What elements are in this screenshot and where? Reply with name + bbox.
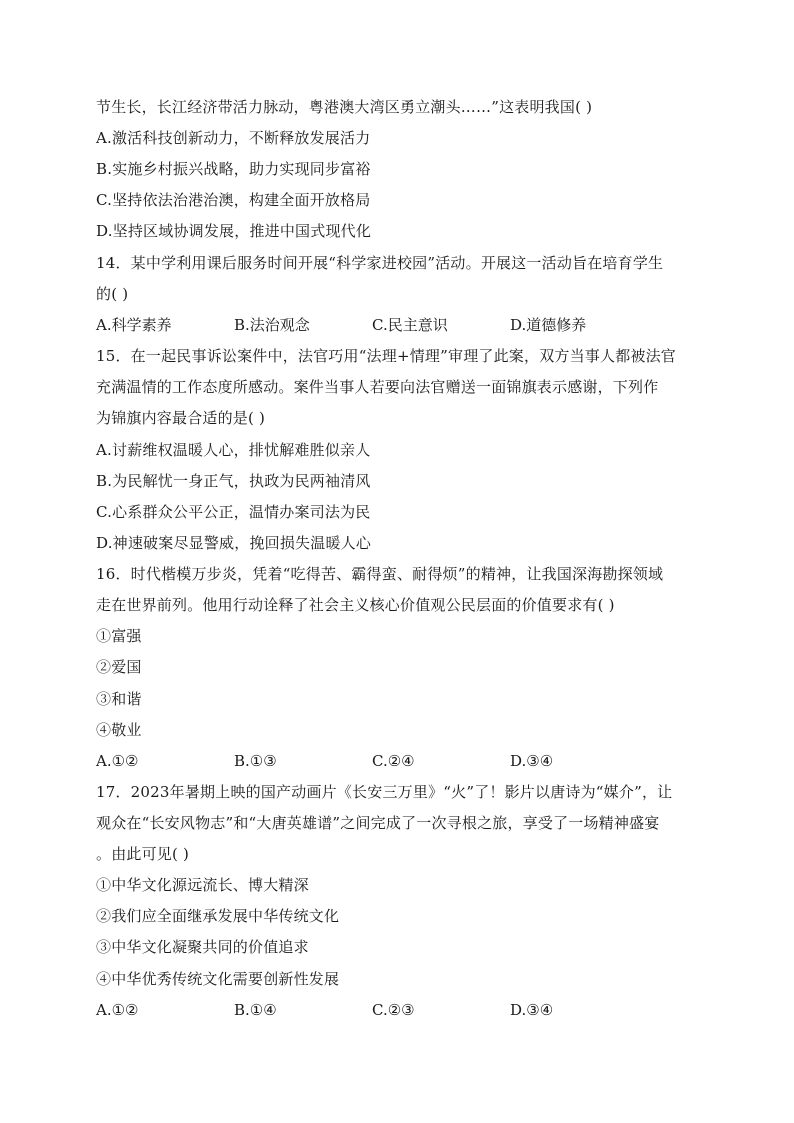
q13-option-a: A.激活科技创新动力，不断释放发展活力 (96, 129, 371, 147)
q17-option-c: C.②③ (372, 1001, 415, 1019)
q14-stem-line-2: 的( ) (96, 285, 129, 303)
q14-option-a: A.科学素养 (96, 316, 172, 334)
q15-stem-line-3: 为锦旗内容最合适的是( ) (96, 409, 266, 427)
q14-option-b: B.法治观念 (234, 316, 310, 334)
q17-item-3: ③中华文化凝聚共同的价值追求 (96, 938, 309, 956)
q16-option-a: A.①② (96, 752, 139, 770)
q15-stem-line-2: 充满温情的工作态度所感动。案件当事人若要向法官赠送一面锦旗表示感谢，下列作 (96, 378, 659, 396)
q15-option-b: B.为民解忧一身正气，执政为民两袖清风 (96, 472, 371, 490)
q14-stem-line-1: 14．某中学利用课后服务时间开展“科学家进校园”活动。开展这一活动旨在培育学生 (96, 254, 664, 272)
q15-option-a: A.讨薪维权温暖人心，排忧解难胜似亲人 (96, 441, 371, 459)
q16-item-1: ①富强 (96, 627, 142, 645)
q17-item-1: ①中华文化源远流长、博大精深 (96, 876, 309, 894)
q15-option-d: D.神速破案尽显警威，挽回损失温暖人心 (96, 534, 372, 552)
q13-stem-tail: 节生长，长江经济带活力脉动，粤港澳大湾区勇立潮头……”这表明我国( ) (96, 98, 593, 116)
q16-stem-line-1: 16．时代楷模万步炎，凭着“吃得苦、霸得蛮、耐得烦”的精神，让我国深海勘探领域 (96, 565, 664, 583)
q16-option-c: C.②④ (372, 752, 415, 770)
q13-option-b: B.实施乡村振兴战略，助力实现同步富裕 (96, 160, 371, 178)
q17-item-2: ②我们应全面继承发展中华传统文化 (96, 907, 340, 925)
q15-stem-line-1: 15．在一起民事诉讼案件中，法官巧用“法理+情理”审理了此案，双方当事人都被法官 (96, 347, 676, 365)
q16-option-d: D.③④ (510, 752, 554, 770)
q13-option-c: C.坚持依法治港治澳，构建全面开放格局 (96, 191, 371, 209)
q13-option-d: D.坚持区域协调发展，推进中国式现代化 (96, 222, 372, 240)
q17-option-b: B.①④ (234, 1001, 277, 1019)
q16-stem-line-2: 走在世界前列。他用行动诠释了社会主义核心价值观公民层面的价值要求有( ) (96, 596, 615, 614)
q17-option-d: D.③④ (510, 1001, 554, 1019)
q14-option-c: C.民主意识 (372, 316, 448, 334)
q17-stem-line-1: 17．2023年暑期上映的国产动画片《长安三万里》“火”了！影片以唐诗为“媒介”，让 (96, 783, 673, 801)
q16-option-b: B.①③ (234, 752, 277, 770)
q17-stem-line-2: 观众在“长安风物志”和“大唐英雄谱”之间完成了一次寻根之旅，享受了一场精神盛宴 (96, 814, 660, 832)
q14-option-d: D.道德修养 (510, 316, 587, 334)
q15-option-c: C.心系群众公平公正，温情办案司法为民 (96, 503, 371, 521)
q16-item-2: ②爱国 (96, 658, 142, 676)
q17-item-4: ④中华优秀传统文化需要创新性发展 (96, 970, 340, 988)
q16-item-4: ④敬业 (96, 721, 142, 739)
q16-item-3: ③和谐 (96, 690, 142, 708)
q17-stem-line-3: 。由此可见( ) (96, 845, 190, 863)
q17-option-a: A.①② (96, 1001, 139, 1019)
